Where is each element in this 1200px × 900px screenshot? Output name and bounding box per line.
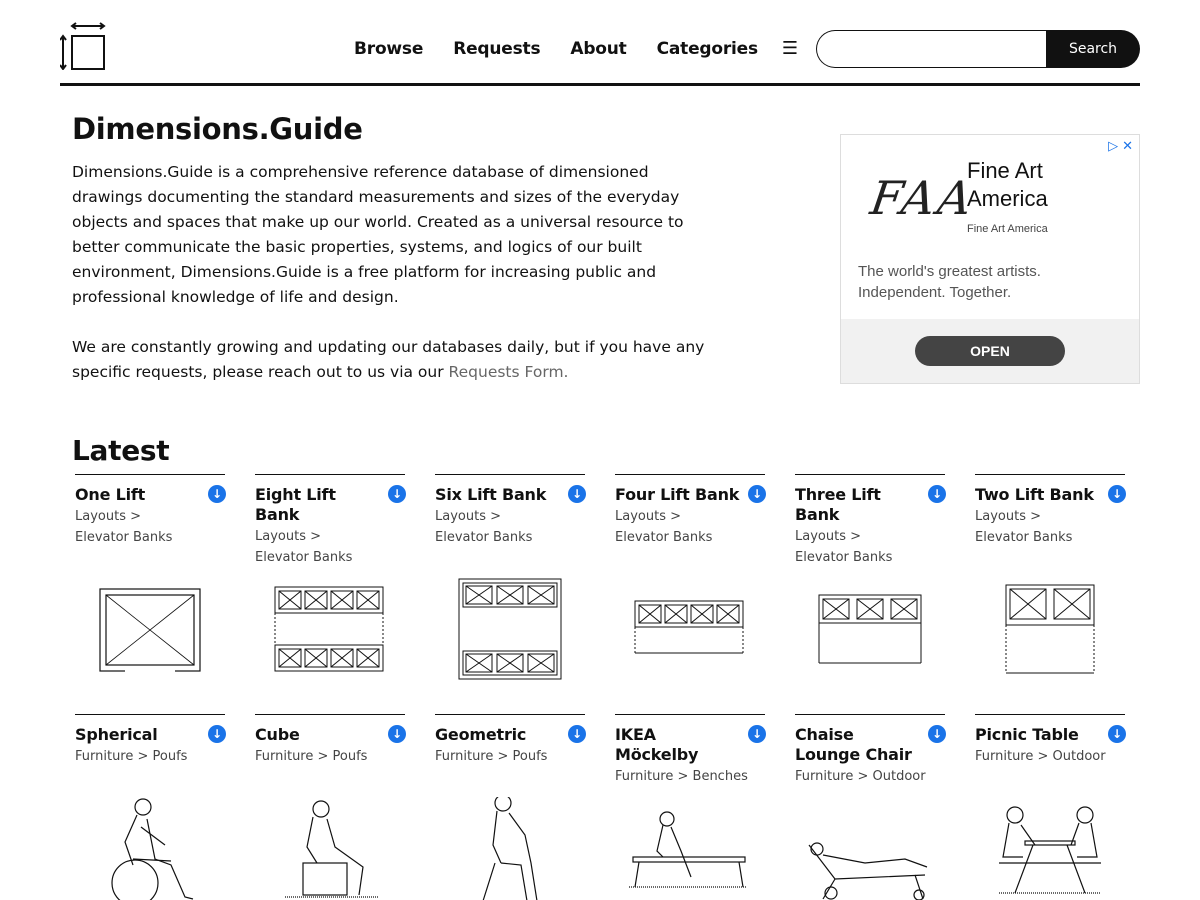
search-input[interactable] bbox=[816, 30, 1056, 68]
card-category[interactable]: Furniture > Poufs bbox=[255, 749, 368, 764]
card-category[interactable]: Furniture > Outdoor bbox=[975, 749, 1106, 764]
eight-lift-bank-drawing[interactable] bbox=[255, 585, 405, 675]
card-picnic-table[interactable] bbox=[975, 714, 1125, 900]
hamburger-menu-icon[interactable]: ☰ bbox=[781, 38, 799, 59]
card-category[interactable]: Layouts > bbox=[615, 509, 681, 524]
two-lift-bank-drawing[interactable] bbox=[975, 583, 1125, 677]
card-six-lift-bank[interactable] bbox=[435, 474, 585, 704]
page-title: Dimensions.Guide bbox=[72, 112, 363, 146]
card-spherical[interactable] bbox=[75, 714, 225, 900]
geometric-pouf-drawing[interactable] bbox=[435, 797, 585, 900]
download-icon[interactable]: ↓ bbox=[928, 485, 946, 503]
download-icon[interactable]: ↓ bbox=[1108, 725, 1126, 743]
card-category[interactable]: Furniture > Outdoor bbox=[795, 769, 926, 784]
ad-info-icon[interactable]: ▷ bbox=[1108, 139, 1119, 154]
card-subcategory[interactable]: Elevator Banks bbox=[255, 550, 353, 565]
download-icon[interactable]: ↓ bbox=[1108, 485, 1126, 503]
card-title[interactable]: Cube bbox=[255, 725, 300, 744]
download-icon[interactable]: ↓ bbox=[568, 725, 586, 743]
six-lift-bank-drawing[interactable] bbox=[435, 577, 585, 681]
requests-form-link[interactable]: Requests Form. bbox=[448, 363, 569, 381]
intro-paragraph: Dimensions.Guide is a comprehensive reference database of dimensioned drawings documenting the standard measurements and sizes of the everyday objects and spaces that make up our world. Created as a universal resource to better communicate the basic properties, systems, and logics of our built environment, Dimensions.Guide is a free platform for increasing public and professional knowledge of life and design. bbox=[72, 163, 684, 306]
download-icon[interactable]: ↓ bbox=[388, 725, 406, 743]
download-icon[interactable]: ↓ bbox=[928, 725, 946, 743]
card-category[interactable]: Layouts > bbox=[435, 509, 501, 524]
ad-subtitle: Fine Art America bbox=[967, 223, 1048, 235]
three-lift-bank-drawing[interactable] bbox=[795, 593, 945, 667]
logo-icon[interactable] bbox=[60, 22, 106, 70]
card-category[interactable]: Layouts > bbox=[75, 509, 141, 524]
spherical-pouf-drawing[interactable] bbox=[75, 797, 225, 900]
one-lift-drawing[interactable] bbox=[75, 585, 225, 675]
card-title[interactable]: Four Lift Bank bbox=[615, 485, 740, 504]
card-ikea-mockelby[interactable] bbox=[615, 714, 765, 900]
card-title[interactable]: Geometric bbox=[435, 725, 527, 744]
ad-body: The world's greatest artists. Independent. Together. bbox=[858, 263, 1041, 301]
card-chaise-lounge-chair[interactable] bbox=[795, 714, 945, 900]
ad-footer bbox=[841, 319, 1140, 384]
card-subcategory[interactable]: Elevator Banks bbox=[975, 530, 1073, 545]
download-icon[interactable]: ↓ bbox=[748, 725, 766, 743]
advertisement[interactable] bbox=[840, 134, 1140, 384]
latest-heading: Latest bbox=[72, 434, 170, 467]
card-subcategory[interactable]: Elevator Banks bbox=[75, 530, 173, 545]
nav-requests[interactable]: Requests bbox=[453, 38, 541, 59]
card-eight-lift-bank[interactable] bbox=[255, 474, 405, 704]
site-header bbox=[60, 0, 1140, 86]
card-subcategory[interactable]: Elevator Banks bbox=[435, 530, 533, 545]
card-subcategory[interactable]: Elevator Banks bbox=[615, 530, 713, 545]
card-category[interactable]: Layouts > bbox=[975, 509, 1041, 524]
card-category[interactable]: Furniture > Poufs bbox=[435, 749, 548, 764]
download-icon[interactable]: ↓ bbox=[208, 725, 226, 743]
card-category[interactable]: Layouts > bbox=[795, 529, 861, 544]
card-title[interactable]: Picnic Table bbox=[975, 725, 1079, 744]
four-lift-bank-drawing[interactable] bbox=[615, 599, 765, 659]
nav-browse[interactable]: Browse bbox=[354, 38, 424, 59]
card-title[interactable]: Eight Lift Bank bbox=[255, 485, 336, 524]
search-button[interactable]: Search bbox=[1046, 30, 1140, 68]
requests-paragraph bbox=[72, 335, 722, 385]
card-four-lift-bank[interactable] bbox=[615, 474, 765, 704]
ikea-bench-drawing[interactable] bbox=[615, 807, 765, 900]
card-category[interactable]: Layouts > bbox=[255, 529, 321, 544]
card-title[interactable]: IKEA Möckelby bbox=[615, 725, 699, 764]
card-title[interactable]: Spherical bbox=[75, 725, 158, 744]
card-title[interactable]: Two Lift Bank bbox=[975, 485, 1094, 504]
ad-logo: FAA bbox=[867, 171, 979, 225]
ad-open-button[interactable]: OPEN bbox=[915, 336, 1065, 366]
download-icon[interactable]: ↓ bbox=[748, 485, 766, 503]
nav-about[interactable]: About bbox=[570, 38, 627, 59]
download-icon[interactable]: ↓ bbox=[208, 485, 226, 503]
card-category[interactable]: Furniture > Poufs bbox=[75, 749, 188, 764]
picnic-table-drawing[interactable] bbox=[975, 805, 1125, 897]
cube-pouf-drawing[interactable] bbox=[255, 797, 405, 900]
download-icon[interactable]: ↓ bbox=[388, 485, 406, 503]
nav-categories[interactable]: Categories bbox=[656, 38, 758, 59]
card-three-lift-bank[interactable] bbox=[795, 474, 945, 704]
requests-paragraph-text: We are constantly growing and updating our databases daily, but if you have any specific requests, please reach out to us via our bbox=[72, 338, 705, 381]
card-title[interactable]: One Lift bbox=[75, 485, 146, 504]
card-geometric[interactable] bbox=[435, 714, 585, 900]
chaise-lounge-drawing[interactable] bbox=[795, 835, 945, 900]
main-nav bbox=[354, 38, 798, 59]
card-subcategory[interactable]: Elevator Banks bbox=[795, 550, 893, 565]
card-title[interactable]: Six Lift Bank bbox=[435, 485, 547, 504]
search-form bbox=[816, 30, 1140, 68]
card-cube[interactable] bbox=[255, 714, 405, 900]
ad-title[interactable]: Fine Art America bbox=[967, 158, 1048, 211]
ad-close-icon[interactable]: ✕ bbox=[1122, 139, 1133, 154]
ad-choices[interactable] bbox=[1108, 139, 1133, 154]
card-one-lift[interactable] bbox=[75, 474, 225, 704]
card-title[interactable]: Chaise Lounge Chair bbox=[795, 725, 912, 764]
card-title[interactable]: Three Lift Bank bbox=[795, 485, 881, 524]
card-category[interactable]: Furniture > Benches bbox=[615, 769, 748, 784]
intro-section bbox=[72, 112, 722, 385]
download-icon[interactable]: ↓ bbox=[568, 485, 586, 503]
card-two-lift-bank[interactable] bbox=[975, 474, 1125, 704]
